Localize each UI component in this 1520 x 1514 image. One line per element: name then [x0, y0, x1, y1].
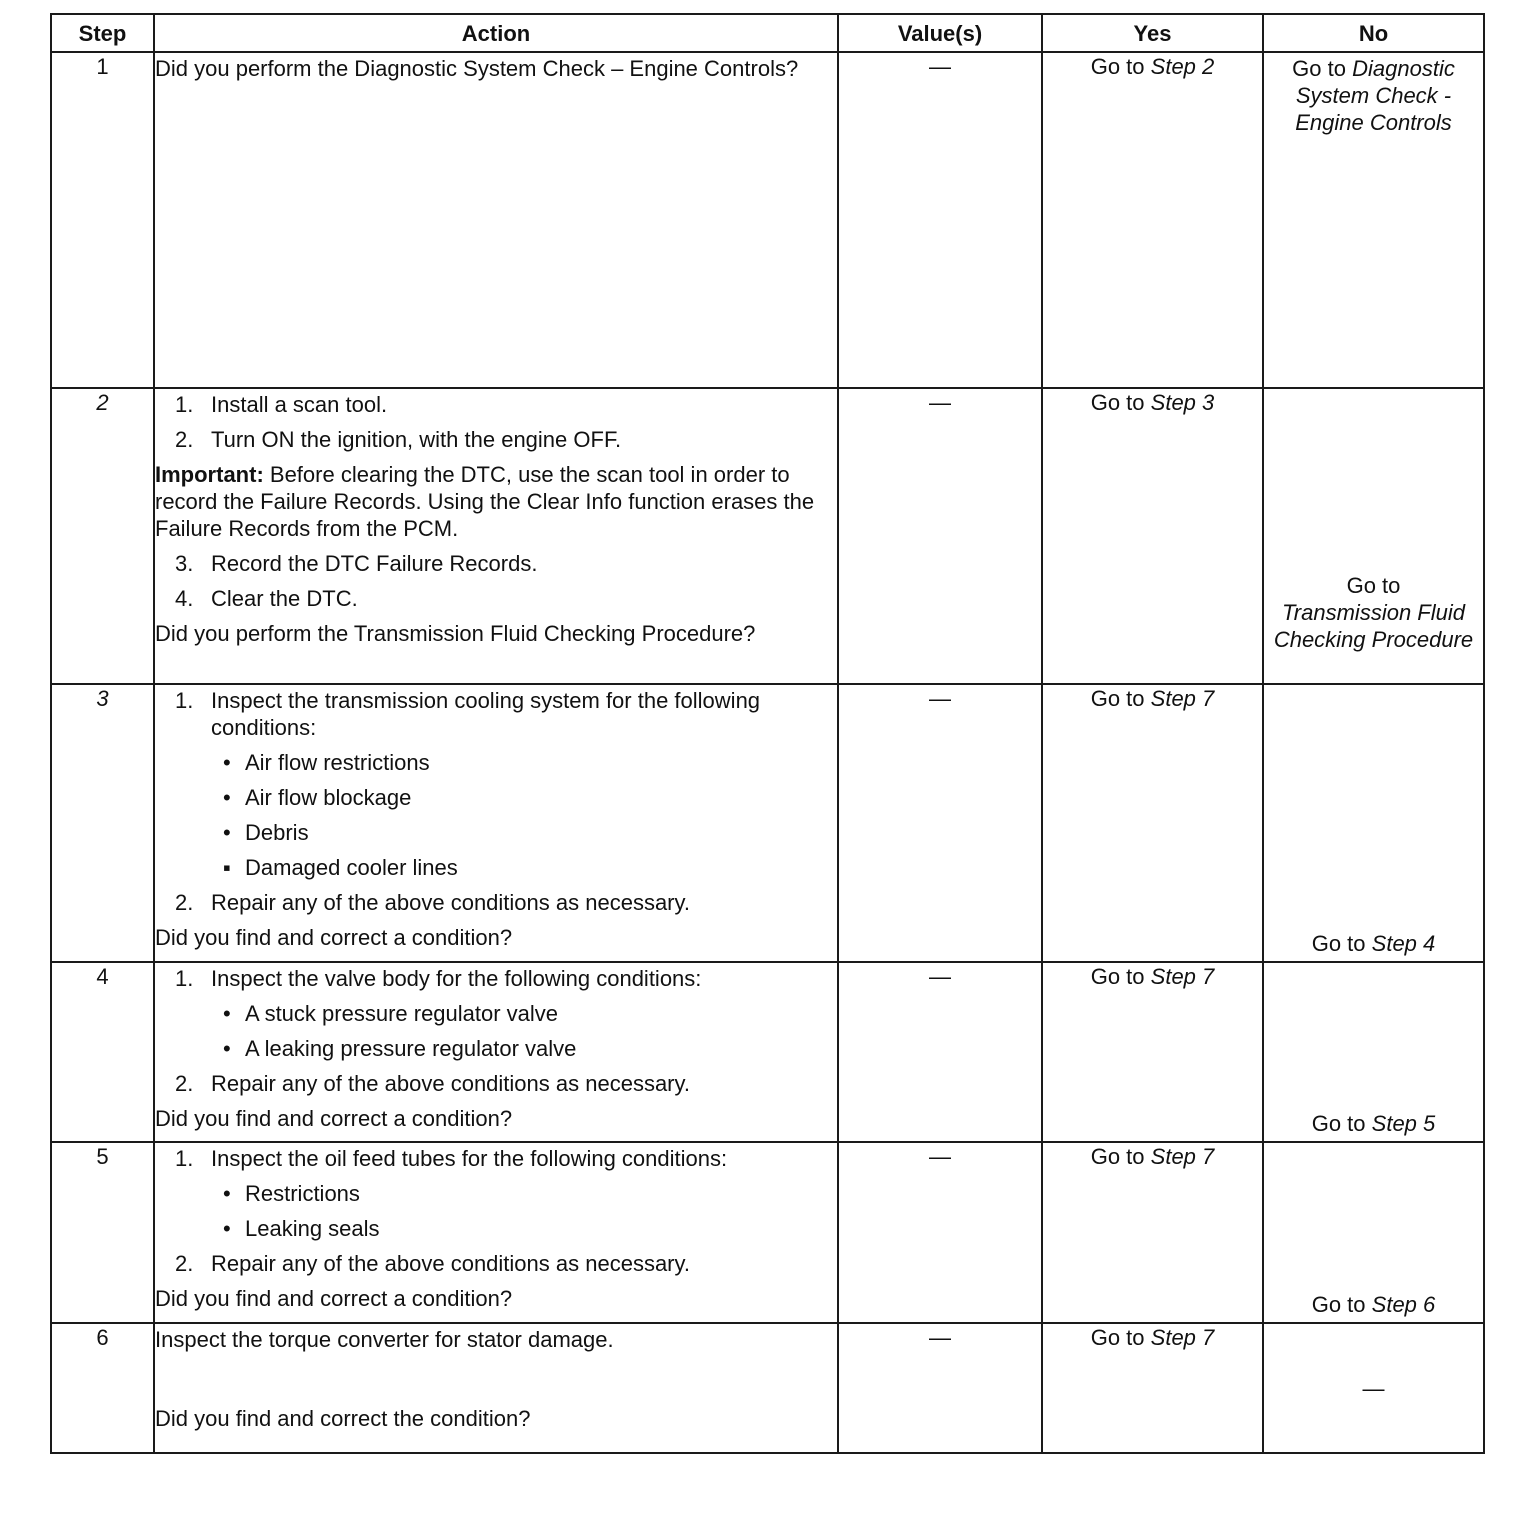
no-cell [1263, 1142, 1484, 1323]
header-no: No [1263, 14, 1484, 52]
step-number: 4 [51, 962, 154, 1142]
action-cell [154, 52, 838, 388]
yes-cell [1042, 962, 1263, 1142]
header-yes: Yes [1042, 14, 1263, 52]
action-question: Did you perform the Transmission Fluid Checking Procedure? [155, 621, 756, 646]
yes-cell [1042, 1142, 1263, 1323]
no-link[interactable]: Transmission Fluid Checking Procedure [1273, 600, 1474, 652]
bullet-item: • Debris [223, 820, 309, 845]
no-cell [1263, 388, 1484, 684]
yes-link[interactable]: Step 2 [1150, 54, 1215, 79]
yes-link[interactable]: Step 7 [1150, 1144, 1215, 1169]
yes-link[interactable]: Step 7 [1150, 1325, 1215, 1350]
list-item: 1. Inspect the valve body for the following conditions: [175, 966, 702, 991]
value-cell: — [838, 684, 1042, 962]
goto-label: Go to [1292, 56, 1346, 81]
value-cell: — [838, 1323, 1042, 1453]
list-item: 2. Repair any of the above conditions as necessary. [175, 890, 690, 915]
table-row [51, 388, 1484, 684]
list-item: 2. Turn ON the ignition, with the engine OFF. [175, 427, 622, 452]
bullet-item: • Air flow blockage [223, 785, 412, 810]
action-cell [154, 962, 838, 1142]
step-number: 6 [51, 1323, 154, 1453]
list-item: 1. Inspect the oil feed tubes for the following conditions: [175, 1146, 728, 1171]
header-step: Step [51, 14, 154, 52]
bullet-item: • A stuck pressure regulator valve [223, 1001, 559, 1026]
yes-link[interactable]: Step 7 [1150, 964, 1215, 989]
action-cell [154, 388, 838, 684]
action-cell [154, 1323, 838, 1453]
goto-label: Go to [1090, 54, 1145, 79]
no-cell [1263, 684, 1484, 962]
goto-label: Go to [1090, 686, 1145, 711]
action-cell [154, 684, 838, 962]
goto-label: Go to [1311, 1111, 1366, 1136]
goto-label: Go to [1090, 1325, 1145, 1350]
value-cell: — [838, 962, 1042, 1142]
header-action: Action [154, 14, 838, 52]
no-link[interactable]: Step 4 [1371, 931, 1436, 956]
yes-cell [1042, 388, 1263, 684]
list-item: 3. Record the DTC Failure Records. [175, 551, 538, 576]
yes-link[interactable]: Step 3 [1150, 390, 1215, 415]
bullet-item: • Leaking seals [223, 1216, 380, 1241]
bullet-item: ▪ Damaged cooler lines [223, 855, 458, 880]
value-cell: — [838, 1142, 1042, 1323]
no-link[interactable]: Step 6 [1371, 1292, 1436, 1317]
header-values: Value(s) [838, 14, 1042, 52]
diagnostic-table [50, 13, 1485, 1454]
list-item: 1. Inspect the transmission cooling system for the following conditions: [175, 688, 761, 740]
bullet-item: • A leaking pressure regulator valve [223, 1036, 577, 1061]
goto-label: Go to [1311, 1292, 1366, 1317]
bullet-item: • Air flow restrictions [223, 750, 430, 775]
table-row [51, 1323, 1484, 1453]
goto-label: Go to [1090, 964, 1145, 989]
table-row [51, 684, 1484, 962]
action-question: Did you perform the Diagnostic System Check – Engine Controls? [155, 56, 799, 81]
yes-cell [1042, 1323, 1263, 1453]
bullet-item: • Restrictions [223, 1181, 360, 1206]
goto-label: Go to [1090, 390, 1145, 415]
goto-label: Go to [1090, 1144, 1145, 1169]
step-number: 1 [51, 52, 154, 388]
no-cell [1263, 52, 1484, 388]
action-question: Did you find and correct a condition? [155, 925, 513, 950]
table-row [51, 1142, 1484, 1323]
list-item: 4. Clear the DTC. [175, 586, 358, 611]
yes-cell [1042, 684, 1263, 962]
action-question: Did you find and correct a condition? [155, 1286, 513, 1311]
header-row [51, 14, 1484, 52]
step-number: 5 [51, 1142, 154, 1323]
list-item: 1. Install a scan tool. [175, 392, 388, 417]
yes-cell [1042, 52, 1263, 388]
action-question: Did you find and correct a condition? [155, 1106, 513, 1131]
no-cell: — [1263, 1323, 1484, 1453]
no-link[interactable]: Step 5 [1371, 1111, 1436, 1136]
no-link[interactable]: Diagnostic System Check - Engine Controls [1295, 56, 1455, 135]
yes-link[interactable]: Step 7 [1150, 686, 1215, 711]
action-question: Did you find and correct the condition? [155, 1406, 531, 1431]
action-line: Inspect the torque converter for stator damage. [155, 1327, 614, 1352]
value-cell: — [838, 388, 1042, 684]
step-number: 3 [51, 684, 154, 962]
no-cell [1263, 962, 1484, 1142]
list-item: 2. Repair any of the above conditions as necessary. [175, 1071, 690, 1096]
important-note: Important: Before clearing the DTC, use the scan tool in order to record the Failure Records. Using the Clear Info function erases the Failure Records from the PCM. [155, 462, 815, 541]
action-cell [154, 1142, 838, 1323]
step-number: 2 [51, 388, 154, 684]
goto-label: Go to [1311, 931, 1366, 956]
table-row [51, 962, 1484, 1142]
list-item: 2. Repair any of the above conditions as necessary. [175, 1251, 690, 1276]
table-row [51, 52, 1484, 388]
value-cell: — [838, 52, 1042, 388]
goto-label: Go to [1346, 573, 1401, 598]
